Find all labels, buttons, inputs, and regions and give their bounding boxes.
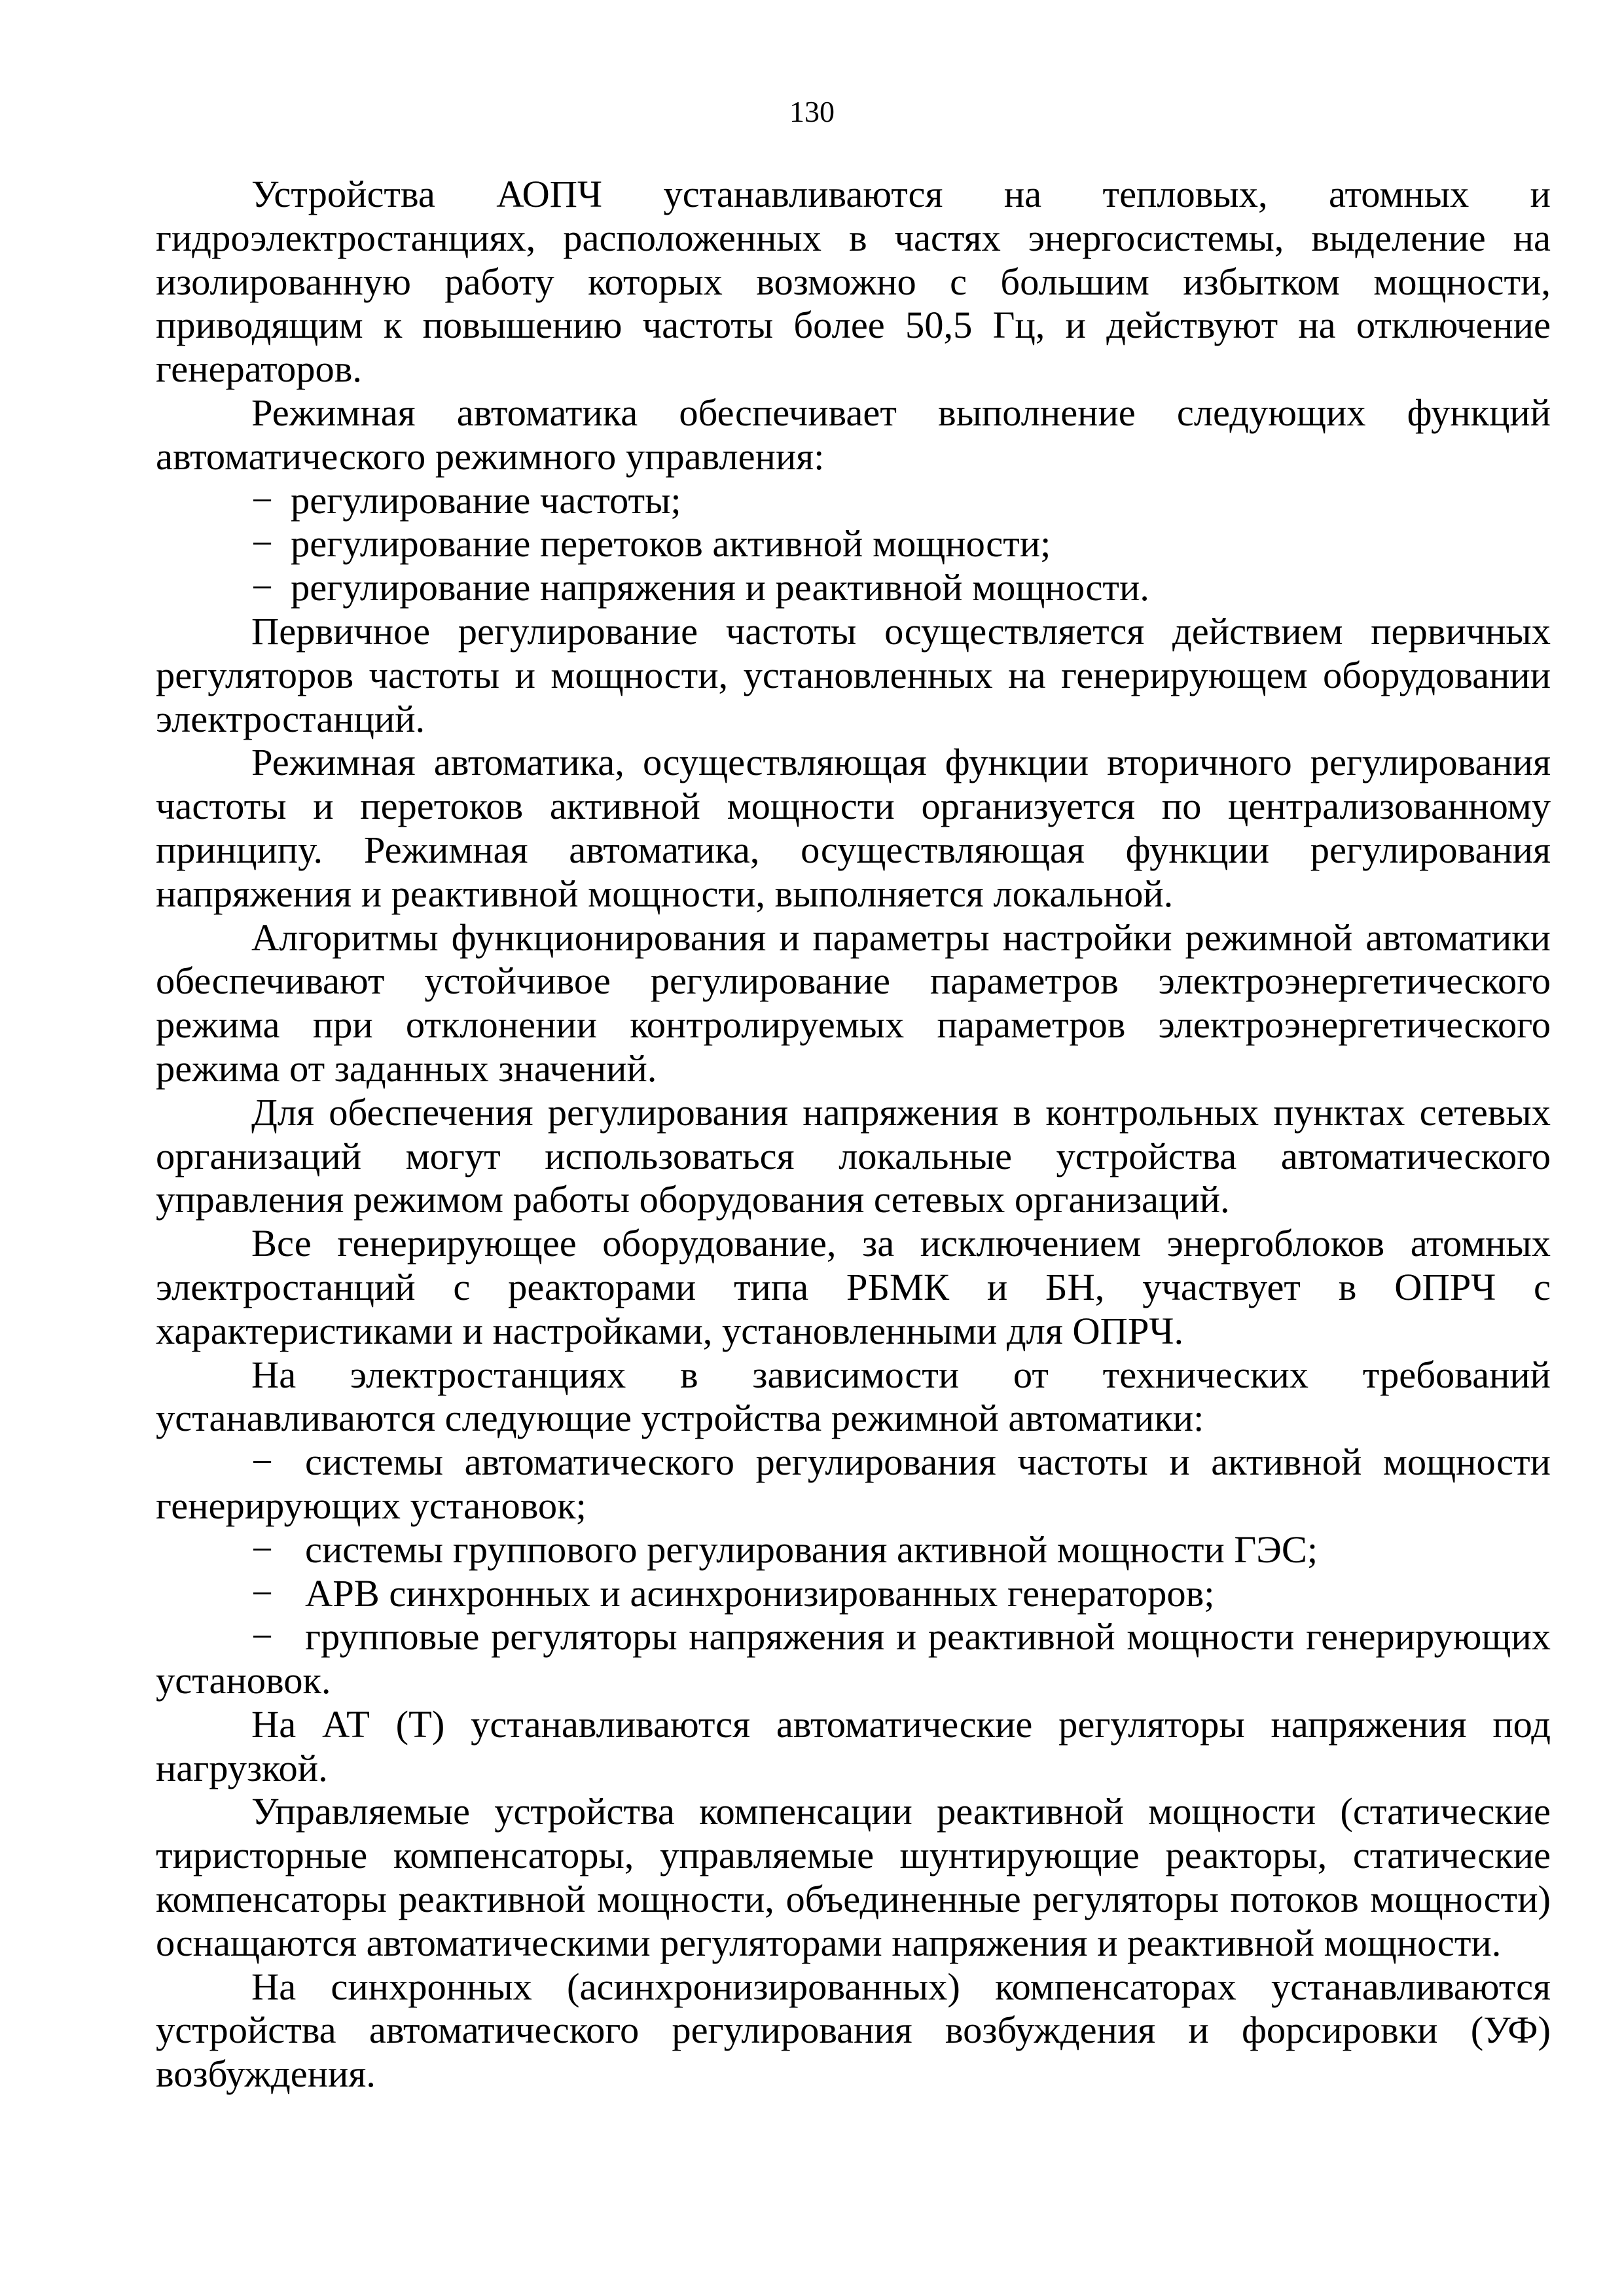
paragraph-reactive-compensation: Управляемые устройства компенсации реактивной мощности (статические тиристорные компенсаторы, управляемые шунтирующие реакторы, статические компенсаторы реактивной мощности, объединенные регуляторы потоков мощности) оснащаются автоматическими регуляторами напряжения и реактивной мощности. (156, 1790, 1551, 1964)
bullet-dash: − (251, 478, 273, 522)
document-body (156, 173, 1551, 2096)
list-item-text: системы группового регулирования активной мощности ГЭС; (305, 1528, 1318, 1571)
list-item-text: регулирование частоты; (291, 478, 681, 522)
list-item-device (156, 1572, 1551, 1616)
paragraph-regime-automation-functions: Режимная автоматика обеспечивает выполнение следующих функций автоматического режимного управления: (156, 391, 1551, 478)
paragraph-algorithms: Алгоритмы функционирования и параметры настройки режимной автоматики обеспечивают устойчивое регулирование параметров электроэнергетического режима при отклонении контролируемых параметров электроэнергетического режима от заданных значений. (156, 916, 1551, 1090)
bullet-dash: − (251, 1441, 273, 1484)
bullet-dash: − (251, 1571, 273, 1615)
paragraph-aopch: Устройства АОПЧ устанавливаются на тепловых, атомных и гидроэлектростанциях, расположенных в частях энергосистемы, выделение на изолированную работу которых возможно с большим избытком мощности, приводящим к повышению частоты более 50,5 Гц, и действуют на отключение генераторов. (156, 173, 1551, 391)
page-number: 130 (789, 95, 835, 128)
list-item-text: групповые регуляторы напряжения и реактивной мощности генерирующих установок. (156, 1615, 1551, 1702)
bullet-dash: − (251, 1615, 273, 1659)
paragraph-autotransformers: На АТ (Т) устанавливаются автоматические регуляторы напряжения под нагрузкой. (156, 1702, 1551, 1789)
list-item-device (156, 1528, 1551, 1572)
bullet-dash: − (251, 1528, 273, 1571)
list-item-device (156, 1615, 1551, 1703)
list-item-function (156, 522, 1551, 566)
bullet-dash: − (251, 522, 273, 565)
list-item-text: системы автоматического регулирования частоты и активной мощности генерирующих установок; (156, 1441, 1551, 1527)
list-item-function (156, 479, 1551, 523)
bullet-dash: − (251, 566, 273, 609)
paragraph-power-plant-devices: На электростанциях в зависимости от технических требований устанавливаются следующие устройства режимной автоматики: (156, 1353, 1551, 1440)
paragraph-network-voltage: Для обеспечения регулирования напряжения в контрольных пунктах сетевых организаций могут использоваться локальные устройства автоматического управления режимом работы оборудования сетевых организаций. (156, 1090, 1551, 1221)
paragraph-secondary-regulation: Режимная автоматика, осуществляющая функции вторичного регулирования частоты и перетоков активной мощности организуется по централизованному принципу. Режимная автоматика, осуществляющая функции регулирования напряжения и реактивной мощности, выполняется локальной. (156, 741, 1551, 915)
paragraph-primary-regulation: Первичное регулирование частоты осуществляется действием первичных регуляторов частоты и мощности, установленных на генерирующем оборудовании электростанций. (156, 609, 1551, 740)
list-item-text: регулирование перетоков активной мощности; (291, 522, 1051, 565)
paragraph-synchronous-compensators: На синхронных (асинхронизированных) компенсаторах устанавливаются устройства автоматического регулирования возбуждения и форсировки (УФ) возбуждения. (156, 1965, 1551, 2096)
list-item-device (156, 1441, 1551, 1528)
list-item-function (156, 566, 1551, 610)
list-item-text: регулирование напряжения и реактивной мощности. (291, 566, 1149, 609)
paragraph-opr-participation: Все генерирующее оборудование, за исключением энергоблоков атомных электростанций с реакторами типа РБМК и БН, участвует в ОПРЧ с характеристиками и настройками, установленными для ОПРЧ. (156, 1222, 1551, 1352)
list-item-text: АРВ синхронных и асинхронизированных генераторов; (305, 1571, 1215, 1615)
